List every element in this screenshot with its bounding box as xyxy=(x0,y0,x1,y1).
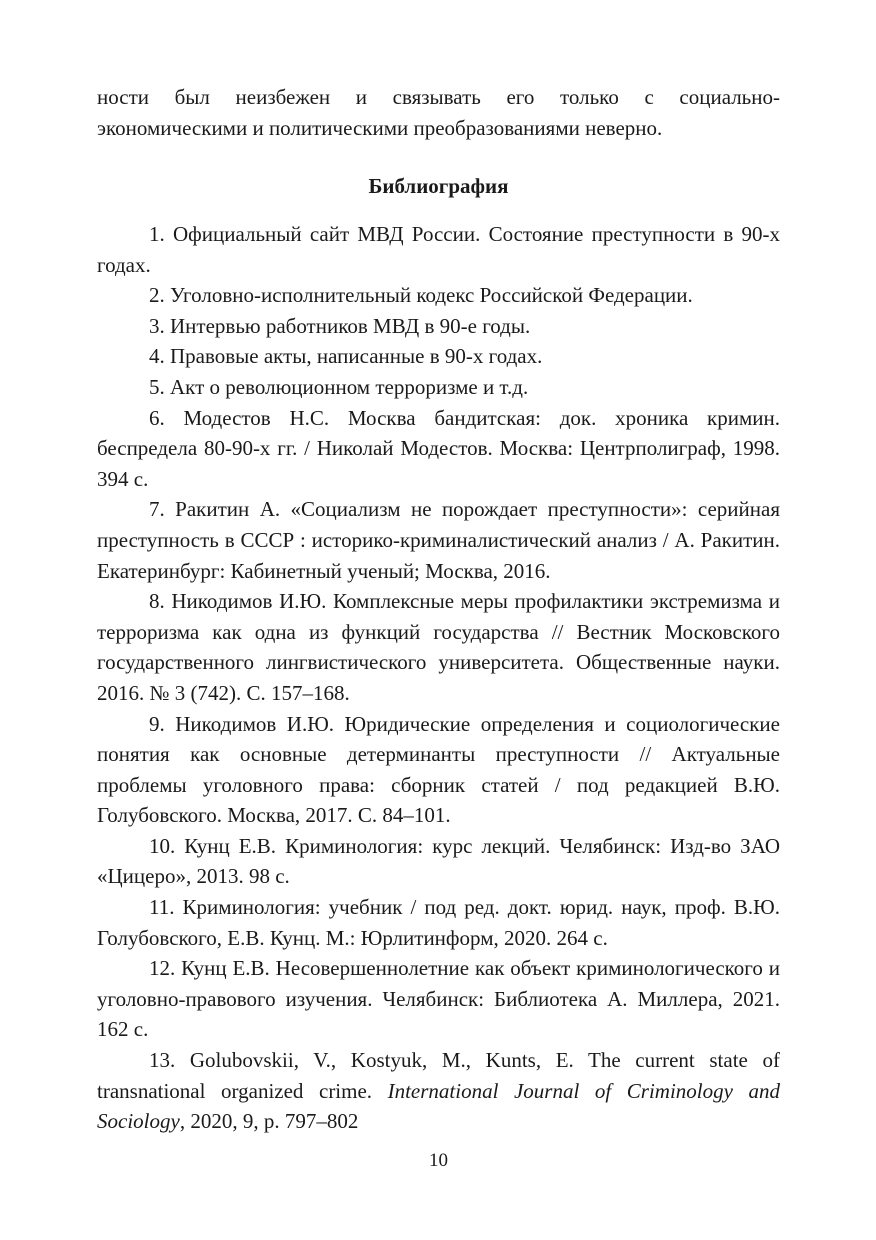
bibliography-item-2: 2. Уголовно-исполнительный кодекс Российской Федерации. xyxy=(149,283,693,308)
bibliography-item-13-start: 13. Golubovskii, V., Kostyuk, M., Kunts, E. The current state of transnational organized crime. xyxy=(97,1048,780,1103)
intro-line-2: экономическими и политическими преобразованиями неверно. xyxy=(97,115,663,140)
page-number: 10 xyxy=(429,1150,448,1171)
bibliography-item-5: 5. Акт о революционном терроризме и т.д. xyxy=(149,374,529,399)
intro-line-1: ности был неизбежен и связывать его только с социально- xyxy=(97,85,780,109)
bibliography-item-10: 10. Кунц Е.В. Криминология: курс лекций. Челябинск: Изд-во ЗАО «Цицеро», 2013. 98 с. xyxy=(97,833,780,889)
bibliography-item-13-journal: International Journal of Criminology and Sociology xyxy=(97,1078,780,1134)
bibliography-item-3: 3. Интервью работников МВД в 90-е годы. xyxy=(149,313,531,338)
bibliography-item-4: 4. Правовые акты, написанные в 90-х годах. xyxy=(149,344,543,369)
bibliography-item-1: 1. Официальный сайт МВД России. Состояние преступности в 90-х годах. xyxy=(97,222,780,277)
bibliography-item-13 xyxy=(97,1045,780,1137)
bibliography-heading: Библиография xyxy=(368,174,509,198)
bibliography-item-12: 12. Кунц Е.В. Несовершеннолетние как объект криминологического и уголовно-правового изучения. Челябинск: Библиотека А. Миллера, 2021. 162 с. xyxy=(97,956,780,1042)
bibliography-item-11: 11. Криминология: учебник / под ред. докт. юрид. наук, проф. В.Ю. Голубовского, Е.В. Кунц. М.: Юрлитинформ, 2020. 264 с. xyxy=(97,895,780,950)
intro-paragraph xyxy=(97,82,780,143)
bibliography-list xyxy=(97,219,780,1137)
bibliography-item-8: 8. Никодимов И.Ю. Комплексные меры профилактики экстремизма и терроризма как одна из функций государства // Вестник Московского государственного лингвистического университета. Общественные науки. 2016. № 3 (742). С. 157–168. xyxy=(97,589,780,705)
bibliography-item-7: 7. Ракитин А. «Социализм не порождает преступности»: серийная преступность в СССР : историко-криминалистический анализ / А. Ракитин. Екатеринбург: Кабинетный ученый; Москва, 2016. xyxy=(97,497,780,583)
bibliography-item-9: 9. Никодимов И.Ю. Юридические определения и социологические понятия как основные детерминанты преступности // Актуальные проблемы уголовного права: сборник статей / под редакцией В.Ю. Голубовского. Москва, 2017. С. 84–101. xyxy=(97,711,780,828)
bibliography-item-6: 6. Модестов Н.С. Москва бандитская: док. хроника кримин. беспредела 80-90-х гг. / Николай Модестов. Москва: Центрполиграф, 1998. 394 с. xyxy=(97,405,780,491)
bibliography-item-13-end: , 2020, 9, p. 797–802 xyxy=(179,1109,359,1134)
